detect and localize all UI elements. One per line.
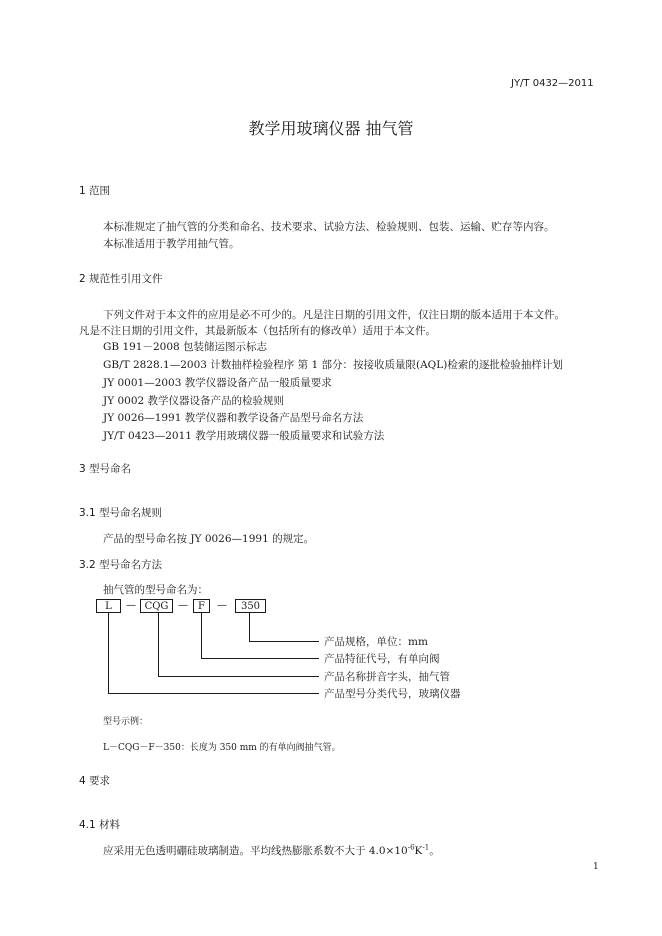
section-2-heading: 2 规范性引用文件 [79, 273, 163, 285]
model-intro: 抽气管的型号命名为： [103, 584, 208, 596]
model-label-class: 产品型号分类代号，玻璃仪器 [324, 688, 461, 700]
connector-line [158, 676, 319, 677]
section-2-paragraph-line-2: 凡是不注日期的引用文件，其最新版本（包括所有的修改单）适用于本文件。 [79, 325, 436, 337]
section-4-1-paragraph [103, 843, 440, 858]
section-1-paragraph-2: 本标准适用于教学用抽气管。 [103, 238, 240, 250]
section-3-1-paragraph: 产品的型号命名按 JY 0026—1991 的规定。 [103, 533, 315, 545]
reference-item: JY 0026—1991 教学仪器和教学设备产品型号命名方法 [103, 412, 364, 424]
page-number: 1 [593, 862, 599, 872]
material-text: 应采用无色透明硼硅玻璃制造。平均线热膨胀系数不大于 4.0×10 [103, 845, 408, 857]
connector-line [108, 613, 109, 693]
reference-item: GB 191－2008 包装储运图示标志 [103, 341, 268, 353]
model-example-label: 型号示例： [103, 717, 149, 727]
separator-dash: — [126, 600, 136, 611]
model-part-spec: 350 [235, 599, 266, 613]
section-3-1-heading: 3.1 型号命名规则 [79, 507, 163, 519]
page-title: 教学用玻璃仪器 抽气管 [248, 119, 414, 138]
reference-item: JY 0001—2003 教学仪器设备产品一般质量要求 [103, 377, 332, 389]
standard-code: JY/T 0432—2011 [511, 78, 594, 89]
model-example: L－CQG－F－350：长度为 350 mm 的有单向阀抽气管。 [103, 743, 341, 753]
section-2-paragraph-line-1: 下列文件对于本文件的应用是必不可少的。凡是注日期的引用文件，仅注日期的版本适用于本文件。 [103, 309, 565, 321]
sentence-end: 。 [429, 845, 440, 857]
section-4-1-heading: 4.1 材料 [79, 819, 121, 831]
section-4-heading: 4 要求 [79, 775, 111, 787]
connector-line [201, 613, 202, 658]
section-1-paragraph-1: 本标准规定了抽气管的分类和命名、技术要求、试验方法、检验规则、包装、运输、贮存等内容。 [103, 221, 555, 233]
model-part-name-code: CQG [140, 599, 173, 613]
reference-item: GB/T 2828.1—2003 计数抽样检验程序 第 1 部分：按接收质量限(AQL)检索的逐批检验抽样计划 [103, 359, 563, 371]
connector-line [108, 693, 319, 694]
model-part-feature-code: F [193, 599, 210, 613]
model-label-spec: 产品规格，单位：mm [324, 636, 428, 648]
reference-item: JY/T 0423—2011 教学用玻璃仪器一般质量要求和试验方法 [103, 430, 385, 442]
connector-line [249, 613, 250, 641]
exponent: -6 [407, 843, 415, 852]
connector-line [201, 658, 319, 659]
section-3-2-heading: 3.2 型号命名方法 [79, 559, 163, 571]
connector-line [249, 641, 319, 642]
section-3-heading: 3 型号命名 [79, 463, 132, 475]
reference-item: JY 0002 教学仪器设备产品的检验规则 [103, 395, 285, 407]
model-label-feature: 产品特征代号，有单向阀 [324, 653, 440, 665]
separator-dash: — [178, 600, 188, 611]
model-part-class-code: L [96, 599, 121, 613]
separator-dash: — [217, 600, 227, 611]
section-1-heading: 1 范围 [79, 185, 111, 197]
unit-exponent: -1 [422, 843, 430, 852]
connector-line [158, 613, 159, 676]
unit: K [414, 845, 423, 857]
model-label-name: 产品名称拼音字头，抽气管 [324, 671, 450, 683]
